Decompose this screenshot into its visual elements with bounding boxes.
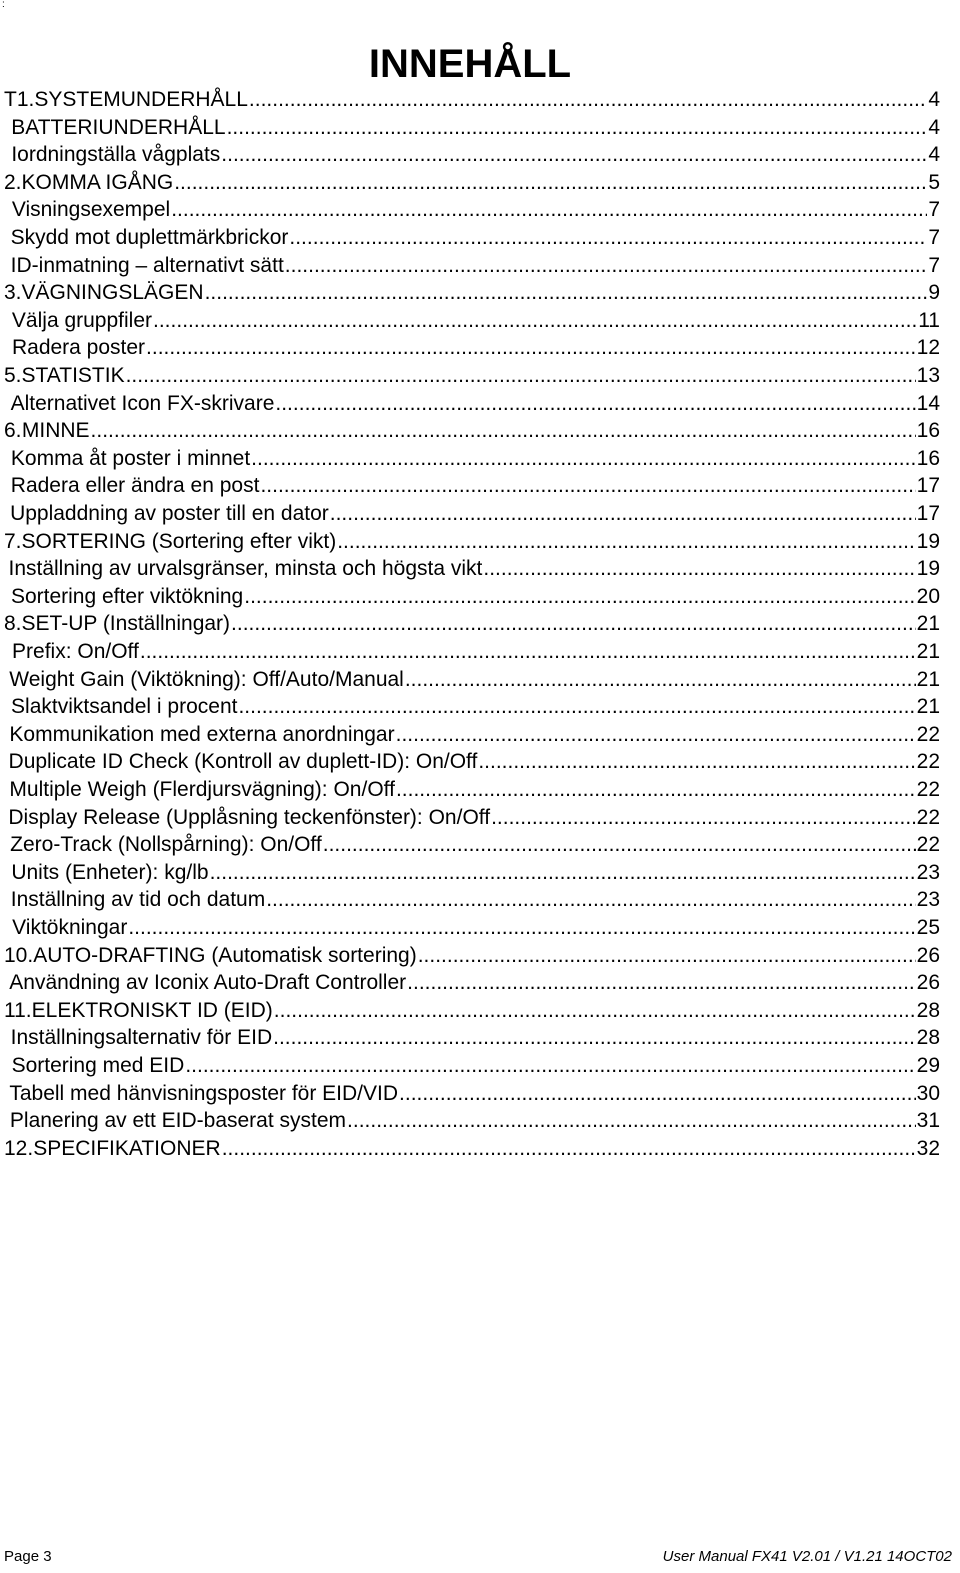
toc-dot-leader [396,721,916,749]
toc-section-entry[interactable] [4,721,940,749]
toc-entry-page-number: 12 [916,336,940,360]
toc-entry-label: Välja gruppfiler [11,308,153,332]
toc-entry-page-number: 7 [928,253,940,277]
toc-chapter-entry[interactable] [4,169,940,197]
toc-chapter-entry[interactable] [4,279,940,307]
toc-dot-leader [91,417,916,445]
toc-dot-leader [146,334,916,362]
footer-page-number: Page 3 [4,1548,52,1565]
toc-entry-label: Units (Enheter): kg/lb [11,860,209,884]
toc-entry-label: Inställning av tid och datum [10,888,266,912]
toc-entry-label: Duplicate ID Check (Kontroll av duplett-ID): On/Off [8,750,478,774]
toc-dot-leader [126,362,916,390]
toc-entry-label: Viktökningar [12,916,128,939]
toc-dot-leader [483,555,915,583]
toc-section-entry[interactable] [4,1024,940,1052]
toc-entry-label: SPECIFIKATIONER [33,1136,221,1160]
toc-section-entry[interactable] [4,555,940,583]
toc-dot-leader [221,141,927,169]
toc-section-entry[interactable] [4,1052,940,1080]
toc-section-entry[interactable] [4,666,940,694]
toc-entry-number: 8. [4,612,22,636]
toc-section-entry[interactable] [4,1107,940,1135]
toc-section-entry[interactable] [4,252,940,280]
toc-section-entry[interactable] [4,693,940,721]
toc-section-entry[interactable] [4,114,940,142]
toc-dot-leader [231,610,916,638]
toc-dot-leader [418,942,916,970]
toc-section-entry[interactable] [4,831,940,859]
toc-chapter-entry[interactable] [4,997,940,1025]
toc-entry-page-number: 22 [916,778,940,801]
toc-dot-leader [323,831,916,859]
toc-entry-label: SORTERING (Sortering efter vikt) [21,529,337,553]
toc-section-entry[interactable] [4,886,940,914]
toc-entry-number: 3. [4,281,22,305]
toc-entry-label: Kommunikation med externa anordningar [9,722,395,746]
toc-chapter-entry[interactable] [4,86,940,114]
toc-entry-page-number: 21 [916,640,940,663]
toc-section-entry[interactable] [4,196,940,224]
toc-chapter-entry[interactable] [4,610,940,638]
toc-dot-leader [399,1080,916,1108]
toc-entry-page-number: 21 [916,667,940,691]
toc-entry-label: Sortering med EID [11,1054,185,1077]
toc-entry-label: Uppladdning av poster till en dator [10,502,329,525]
toc-entry-label: ID-inmatning – alternativt sätt [10,253,284,277]
toc-entry-number: 11. [4,998,32,1022]
toc-section-entry[interactable] [4,776,940,804]
toc-dot-leader [274,997,916,1025]
toc-section-entry[interactable] [4,141,940,169]
toc-entry-label: Multiple Weigh (Flerdjursvägning): On/Off [9,778,395,801]
toc-entry-label: Tabell med hänvisningsposter för EID/VID [9,1081,399,1105]
toc-entry-page-number: 26 [916,943,940,967]
toc-section-entry[interactable] [4,500,940,528]
toc-section-entry[interactable] [4,307,940,335]
toc-entry-label: BATTERIUNDERHÅLL [11,115,226,139]
toc-dot-leader [249,86,927,114]
toc-entry-page-number: 22 [916,833,940,857]
corner-mark: : [2,0,5,10]
toc-entry-label: VÄGNINGSLÄGEN [21,281,204,305]
toc-entry-number: 12. [4,1136,34,1160]
toc-section-entry[interactable] [4,804,940,832]
toc-entry-label: Weight Gain (Viktökning): Off/Auto/Manual [9,667,404,691]
toc-entry-page-number: 30 [916,1081,940,1105]
toc-entry-number: 10. [4,943,34,967]
toc-entry-page-number: 7 [928,198,940,222]
toc-entry-label: ELEKTRONISKT ID (EID) [31,998,273,1022]
toc-section-entry[interactable] [4,224,940,252]
toc-entry-label: MINNE [21,419,90,443]
toc-entry-page-number: 4 [928,143,940,167]
toc-section-entry[interactable] [4,334,940,362]
toc-dot-leader [153,307,917,335]
toc-chapter-entry[interactable] [4,942,940,970]
toc-dot-leader [275,390,915,418]
toc-entry-page-number: 4 [928,88,940,111]
toc-entry-page-number: 22 [916,805,940,829]
toc-chapter-entry[interactable] [4,1135,940,1163]
toc-entry-label: Zero-Track (Nollspårning): On/Off [10,833,322,857]
toc-dot-leader [396,776,916,804]
toc-entry-page-number: 28 [916,1026,940,1050]
toc-entry-number: 2. [4,170,22,194]
toc-section-entry[interactable] [4,445,940,473]
toc-entry-label: Visningsexempel [11,198,171,222]
toc-dot-leader [251,445,915,473]
toc-entry-label: Komma åt poster i minnet [10,446,251,470]
toc-entry-label: Slaktviktsandel i procent [11,695,238,719]
toc-dot-leader [171,196,927,224]
toc-entry-page-number: 23 [916,860,940,884]
toc-entry-page-number: 17 [916,502,940,525]
toc-section-entry[interactable] [4,859,940,887]
toc-entry-number: 7. [4,529,22,553]
toc-section-entry[interactable] [4,1080,940,1108]
toc-entry-label: Radera eller ändra en post [10,474,260,498]
toc-dot-leader [478,748,915,776]
toc-entry-page-number: 21 [916,612,940,636]
toc-dot-leader [285,252,928,280]
toc-dot-leader [260,472,915,500]
toc-dot-leader [140,638,916,666]
toc-entry-label: STATISTIK [21,364,125,387]
toc-entry-page-number: 29 [916,1054,940,1077]
toc-dot-leader [227,114,928,142]
toc-entry-page-number: 22 [916,722,940,746]
toc-dot-leader [185,1052,915,1080]
toc-chapter-entry[interactable] [4,362,940,390]
toc-dot-leader [491,804,916,832]
toc-dot-leader [266,886,915,914]
toc-entry-page-number: 5 [928,170,940,194]
toc-section-entry[interactable] [4,583,940,611]
toc-dot-leader [205,279,928,307]
toc-entry-number: 5. [4,364,22,387]
toc-entry-page-number: 25 [916,916,940,939]
toc-dot-leader [337,528,915,556]
toc-entry-label: Planering av ett EID-baserat system [9,1109,347,1133]
toc-dot-leader [222,1135,916,1163]
toc-section-entry[interactable] [4,638,940,666]
toc-entry-label: Display Release (Upplåsning teckenfönster): On/Off [8,805,491,829]
toc-section-entry[interactable] [4,748,940,776]
toc-entry-label: SET-UP (Inställningar) [21,612,231,636]
toc-entry-label: Användning av Iconix Auto-Draft Controller [9,971,407,995]
toc-dot-leader [244,583,915,611]
toc-section-entry[interactable] [4,390,940,418]
toc-entry-page-number: 13 [916,364,940,387]
toc-section-entry[interactable] [4,914,940,942]
toc-dot-leader [407,969,915,997]
toc-dot-leader [273,1024,916,1052]
toc-entry-label: KOMMA IGÅNG [21,170,174,194]
toc-entry-page-number: 20 [916,584,940,608]
toc-dot-leader [238,693,915,721]
toc-dot-leader [405,666,916,694]
toc-section-entry[interactable] [4,969,940,997]
toc-entry-label: Radera poster [11,336,146,360]
toc-entry-label: Inställning av urvalsgränser, minsta och högsta vikt [8,557,483,581]
toc-entry-label: Skydd mot duplettmärkbrickor [10,226,289,249]
toc-entry-label: Alternativet Icon FX-skrivare [10,391,275,415]
toc-entry-page-number: 32 [916,1136,940,1160]
toc-entry-page-number: 19 [916,529,940,553]
toc-entry-label: Prefix: On/Off [12,640,139,663]
page-title: INNEHÅLL [368,42,572,86]
toc-dot-leader [289,224,927,252]
toc-dot-leader [174,169,927,197]
toc-entry-page-number: 31 [916,1109,940,1133]
toc-entry-page-number: 16 [916,419,940,443]
toc-entry-page-number: 11 [918,308,940,332]
toc-entry-page-number: 22 [916,750,940,774]
toc-dot-leader [128,914,915,942]
toc-entry-label: Iordningställa vågplats [11,143,221,167]
toc-entry-page-number: 16 [916,446,940,470]
toc-dot-leader [347,1107,916,1135]
toc-chapter-entry[interactable] [4,528,940,556]
footer-document-id: User Manual FX41 V2.01 / V1.21 14OCT02 [662,1548,952,1565]
toc-entry-label: Sortering efter viktökning [10,584,244,608]
toc-entry-page-number: 19 [916,557,940,581]
toc-entry-page-number: 17 [916,474,940,498]
toc-entry-page-number: 26 [916,971,940,995]
toc-entry-page-number: 14 [916,391,940,415]
toc-entry-number: T1. [4,88,35,111]
toc-entry-page-number: 4 [928,115,940,139]
toc-entry-page-number: 23 [916,888,940,912]
toc-entry-page-number: 7 [928,226,940,249]
toc-dot-leader [330,500,916,528]
toc-section-entry[interactable] [4,472,940,500]
toc-entry-page-number: 9 [928,281,940,305]
toc-entry-label: Inställningsalternativ för EID [10,1026,273,1050]
toc-entry-page-number: 21 [916,695,940,719]
toc-entry-label: SYSTEMUNDERHÅLL [34,88,248,111]
toc-dot-leader [210,859,916,887]
toc-entry-page-number: 28 [916,998,940,1022]
toc-entry-label: AUTO-DRAFTING (Automatisk sortering) [33,943,417,967]
toc-chapter-entry[interactable] [4,417,940,445]
toc-entry-number: 6. [4,419,22,443]
